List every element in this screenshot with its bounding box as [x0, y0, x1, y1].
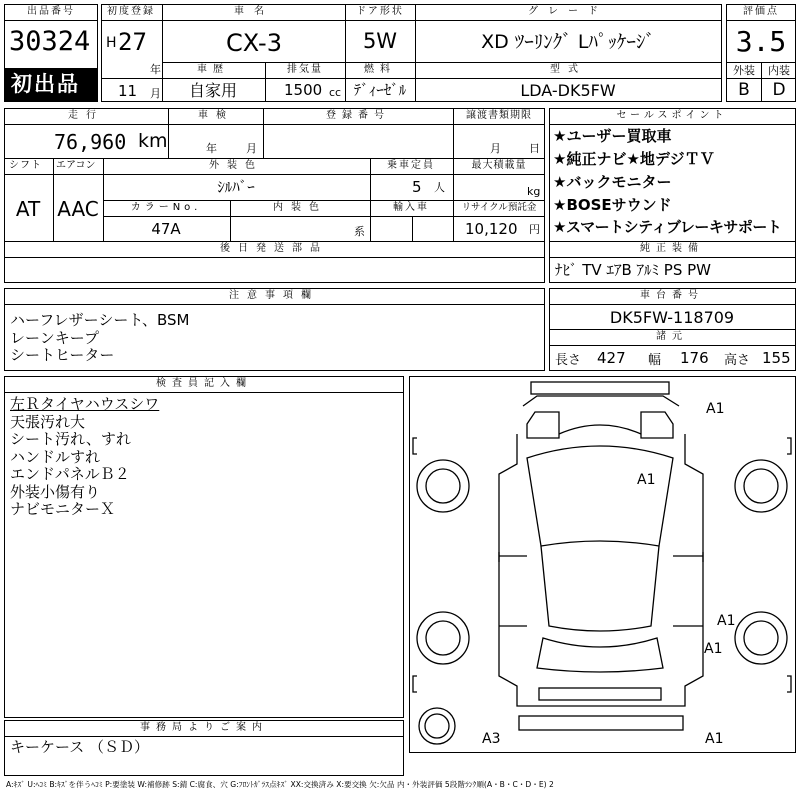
car-name: CX-3	[226, 29, 282, 57]
displacement-value: 1500	[284, 81, 323, 99]
exterior-color-label: 外装色	[209, 160, 263, 171]
recycle-unit: 円	[529, 223, 540, 236]
model-value: LDA-DK5FW	[520, 81, 616, 100]
fuel-value: ﾃﾞｨｰｾﾞﾙ	[353, 81, 407, 99]
door-value: 5W	[362, 29, 398, 53]
mileage-label: 走行	[68, 110, 104, 121]
caution-notes	[10, 312, 190, 365]
sales-point-item: ★BOSEサウンド	[553, 196, 672, 214]
transfer-month-unit: 月	[490, 142, 501, 155]
inspector-line: シート汚れ、すれ	[10, 430, 131, 448]
score-label: 評価点	[743, 6, 779, 17]
sales-point-item: ★ユーザー買取車	[553, 127, 672, 145]
caution-line: ハーフレザーシート、BSM	[10, 311, 190, 329]
capacity-label: 乗車定員	[387, 160, 435, 171]
grade-label: グレード	[528, 6, 608, 17]
height-label: 高さ	[724, 353, 751, 368]
sales-points-label: セールスポイント	[616, 110, 728, 121]
inspector-line: 外装小傷有り	[10, 482, 101, 501]
exterior-grade: B	[738, 80, 750, 100]
caution-line: レーンキープ	[10, 328, 99, 347]
shift-label: シフト	[9, 160, 42, 171]
inspector-line: ハンドルすれ	[10, 447, 101, 466]
score-value: 3.5	[735, 25, 787, 58]
first-listing-label: 初出品	[11, 72, 80, 96]
capacity-unit: 人	[434, 181, 445, 194]
genuine-equipment-value: ﾅﾋﾞ TV ｴｱB ｱﾙﾐ PS PW	[555, 261, 711, 279]
length-label: 長さ	[555, 353, 582, 368]
inspector-line: ナビモニターＸ	[10, 500, 116, 518]
displacement-unit: cc	[329, 86, 342, 99]
recycle-label: リサイクル預託金	[461, 202, 537, 213]
car-name-label: 車名	[234, 6, 274, 17]
month-unit: 月	[150, 87, 161, 100]
color-no-label: カラーNo.	[130, 202, 202, 213]
width-value: 176	[680, 349, 709, 367]
capacity-value: 5	[412, 178, 422, 196]
shift-value: AT	[15, 197, 41, 221]
damage-mark: A3	[482, 731, 501, 747]
exterior-grade-label: 外装	[733, 64, 755, 77]
inspection-label: 車検	[198, 110, 234, 121]
transfer-day-unit: 日	[529, 142, 540, 155]
lot-label: 出品番号	[27, 6, 75, 17]
office-label: 事務局よりご案内	[140, 722, 268, 733]
sales-point-item: ★スマートシティブレーキサポート	[553, 218, 782, 236]
interior-color-unit: 系	[354, 225, 365, 238]
mileage-value: 76,960	[54, 130, 127, 154]
chassis-label: 車台番号	[640, 290, 704, 301]
import-label: 輸入車	[393, 202, 429, 213]
first-reg-month: 11	[118, 82, 138, 100]
era-year: 27	[118, 28, 147, 56]
dimensions-label: 諸元	[656, 331, 688, 342]
chassis-value: DK5FW-118709	[609, 308, 735, 327]
history-label: 車歴	[197, 64, 229, 75]
damage-mark: A1	[705, 731, 724, 747]
genuine-equipment-label: 純正装備	[640, 243, 704, 254]
recycle-value: 10,120	[465, 220, 518, 238]
color-no-value: 47A	[151, 220, 181, 238]
lot-number: 30324	[9, 26, 91, 57]
grade-value: XD ﾂｰﾘﾝｸﾞ Lﾊﾟｯｹｰｼﾞ	[481, 31, 655, 53]
era-letter: H	[106, 35, 117, 51]
damage-mark: A1	[637, 472, 656, 488]
transfer-label: 譲渡書類期限	[466, 110, 532, 121]
width-label: 幅	[648, 353, 662, 368]
inspection-year-unit: 年	[206, 142, 217, 155]
damage-mark: A1	[704, 641, 723, 657]
history-value: 自家用	[188, 81, 238, 100]
inspector-line: エンドパネルＢ２	[10, 465, 130, 483]
caution-line: シートヒーター	[10, 346, 115, 364]
interior-grade-label: 内装	[768, 64, 790, 77]
displacement-label: 排気量	[287, 64, 323, 75]
max-load-label: 最大積載量	[471, 160, 527, 171]
damage-mark: A1	[706, 401, 725, 417]
interior-grade: D	[772, 80, 786, 100]
car-diagram	[409, 376, 796, 753]
length-value: 427	[597, 349, 626, 367]
legend-text: A:ｷｽﾞ U:ﾍｺﾐ B:ｷｽﾞを伴うﾍｺﾐ P:要塗装 W:補修跡 S:錆 C:腐食、穴 G:ﾌﾛﾝﾄｶﾞﾗｽ点ｷｽﾞ XX:交換済み X:要交換 欠:欠品 内・外装評価 5段階ﾗﾝｸ順(A・B・C・D・E) 2	[6, 780, 554, 789]
inspector-notes	[10, 396, 159, 519]
height-value: 155	[762, 349, 791, 367]
inspector-line: 天張汚れ大	[10, 412, 86, 431]
first-reg-label: 初度登録	[107, 6, 155, 17]
aircon-label: エアコン	[56, 160, 96, 171]
aircon-value: AAC	[57, 197, 99, 221]
reg-number-label: 登録番号	[326, 110, 390, 121]
damage-mark: A1	[717, 613, 736, 629]
inspector-line: 左Ｒタイヤハウスシワ	[10, 395, 160, 413]
later-parts-label: 後日発送部品	[220, 243, 328, 254]
fuel-label: 燃料	[364, 64, 396, 75]
inspection-month-unit: 月	[246, 142, 257, 155]
caution-label: 注意事項欄	[229, 290, 319, 301]
first-listing-badge	[5, 68, 97, 101]
sales-point-item: ★純正ナビ★地デジＴＶ	[553, 150, 715, 168]
sales-point-item: ★バックモニター	[553, 173, 672, 191]
interior-color-label: 内装色	[273, 202, 327, 213]
mileage-unit: km	[138, 130, 168, 152]
exterior-color-value: ｼﾙﾊﾞｰ	[217, 178, 255, 196]
office-value: キーケース （ＳＤ）	[10, 738, 150, 756]
model-label: 型式	[550, 64, 586, 75]
max-load-unit: kg	[527, 185, 541, 198]
year-unit: 年	[150, 63, 161, 76]
door-label: ドア形状	[356, 6, 404, 17]
inspector-label: 検査員記入欄	[156, 378, 252, 389]
